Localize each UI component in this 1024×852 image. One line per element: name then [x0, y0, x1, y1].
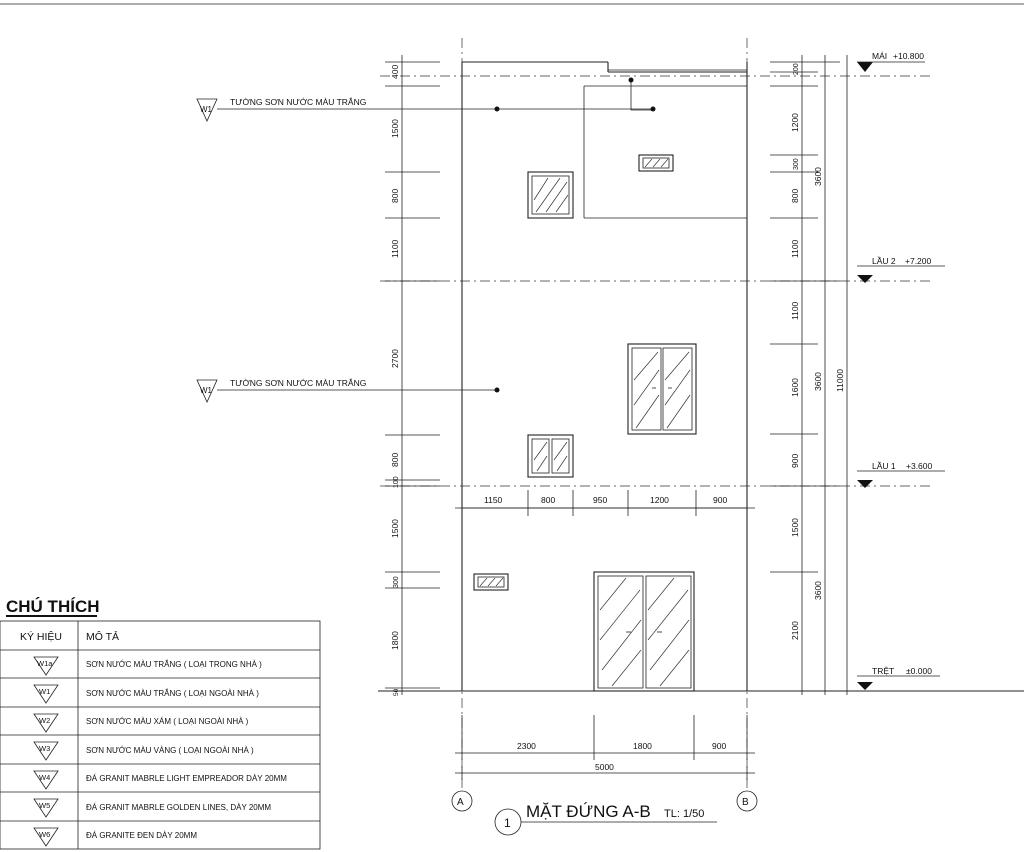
- main-door: [594, 572, 694, 691]
- label-right_dims-1: 1200: [790, 113, 800, 132]
- label-right_dims-8: 1500: [790, 518, 800, 537]
- label-right_dims-2: 300: [793, 158, 800, 170]
- label-right_dims-5: 1100: [790, 301, 800, 320]
- callout-1: [197, 97, 656, 121]
- label-right_dims-7: 900: [790, 453, 800, 468]
- label-axes-1: B: [742, 797, 749, 808]
- label-legend-rows-1-desc: SƠN NƯỚC MÀU TRẮNG ( LOẠI NGOÀI NHÀ ): [86, 689, 259, 698]
- label-levels-2-value: +3.600: [906, 461, 933, 471]
- label-left_dims-4: 2700: [390, 349, 400, 368]
- label-floor_dims-2: 3600: [813, 581, 823, 600]
- label-left_dims-6: 100: [393, 476, 400, 488]
- label-legend-rows-6-code: W6: [39, 830, 51, 839]
- label-window_dims-4: 900: [713, 495, 728, 505]
- label-legend-rows-5-code: W5: [39, 801, 51, 810]
- label-legend-rows-1-code: W1: [39, 687, 51, 696]
- label-legend-rows-2-code: W2: [39, 716, 51, 725]
- label-levels-3-value: ±0.000: [906, 666, 932, 676]
- label-title-number: 1: [504, 816, 511, 830]
- label-levels-1-name: LẦU 2: [872, 256, 896, 266]
- vent-floor1: [474, 574, 508, 590]
- label-left_dims-10: 50: [393, 688, 400, 696]
- label-callouts-0-text: TƯỜNG SƠN NƯỚC MÀU TRẮNG: [230, 97, 367, 107]
- left-dimension-chain: [385, 55, 440, 696]
- label-title-scale: TL: 1/50: [664, 808, 705, 820]
- label-left_dims-0: 400: [390, 64, 400, 79]
- label-right_dims-0: 200: [793, 63, 800, 75]
- label-legend-rows-2-desc: SƠN NƯỚC MÀU XÁM ( LOẠI NGOÀI NHÀ ): [86, 717, 249, 726]
- label-levels-2-name: LẦU 1: [872, 461, 896, 471]
- label-levels-1-value: +7.200: [905, 256, 932, 266]
- label-left_dims-5: 800: [390, 452, 400, 467]
- label-legend-col_desc: MÔ TẢ: [86, 631, 120, 643]
- label-window_dims-2: 950: [593, 495, 608, 505]
- label-bottom_dims-1: 1800: [633, 741, 652, 751]
- label-legend-title: CHÚ THÍCH: [6, 597, 100, 616]
- label-left_dims-1: 1500: [390, 119, 400, 138]
- label-total_height: 11000: [835, 368, 845, 392]
- label-floor_dims-1: 3600: [813, 372, 823, 391]
- label-callouts-0-tag: W1: [200, 105, 212, 114]
- level-marker-ground: [857, 666, 940, 690]
- label-right_dims-4: 1100: [790, 239, 800, 258]
- window-floor2-double: [628, 344, 696, 434]
- label-legend-rows-6-desc: ĐÁ GRANITE ĐEN DÀY 20MM: [86, 831, 197, 840]
- label-right_dims-3: 800: [790, 188, 800, 203]
- label-callouts-1-tag: W1: [200, 386, 212, 395]
- label-legend-rows-4-desc: ĐÁ GRANIT MABRLE LIGHT EMPREADOR DÀY 20MM: [86, 774, 287, 783]
- axis-bubble-b: [737, 791, 757, 811]
- label-left_dims-8: 300: [393, 576, 400, 588]
- label-legend-col_symbol: KÝ HIỆU: [20, 631, 63, 643]
- drawing-title: [495, 802, 717, 835]
- vent-floor3: [639, 155, 673, 171]
- window-dimension-chain: [455, 490, 755, 516]
- right-dimension-chain: [770, 55, 847, 695]
- label-bottom_dims-0: 2300: [517, 741, 536, 751]
- label-legend-rows-3-desc: SƠN NƯỚC MÀU VÀNG ( LOẠI NGOÀI NHÀ ): [86, 746, 254, 755]
- label-left_dims-3: 1100: [390, 239, 400, 258]
- label-title-name: MẶT ĐỨNG A-B: [526, 802, 651, 821]
- callout-2: [197, 378, 500, 402]
- label-legend-rows-5-desc: ĐÁ GRANIT MABRLE GOLDEN LINES, DÀY 20MM: [86, 803, 272, 812]
- label-callouts-1-text: TƯỜNG SƠN NƯỚC MÀU TRẮNG: [230, 378, 367, 388]
- label-left_dims-9: 1800: [390, 631, 400, 650]
- label-left_dims-7: 1500: [390, 519, 400, 538]
- label-legend-rows-0-code: W1a: [37, 659, 53, 668]
- label-levels-3-name: TRỆT: [872, 666, 895, 676]
- label-floor_dims-0: 3600: [813, 167, 823, 186]
- legend: [0, 597, 320, 849]
- label-levels-0-name: MÁI: [872, 51, 888, 61]
- label-total_width: 5000: [595, 762, 614, 772]
- level-marker-floor1: [857, 461, 945, 488]
- label-right_dims-6: 1600: [790, 378, 800, 397]
- level-marker-roof: [857, 51, 925, 72]
- building-facade: [462, 62, 747, 691]
- label-window_dims-1: 800: [541, 495, 556, 505]
- label-bottom_dims-2: 900: [712, 741, 727, 751]
- label-legend-rows-0-desc: SƠN NƯỚC MÀU TRẮNG ( LOẠI TRONG NHÀ ): [86, 660, 262, 669]
- window-floor2-small: [528, 435, 573, 477]
- label-left_dims-2: 800: [390, 188, 400, 203]
- label-legend-rows-4-code: W4: [39, 773, 51, 782]
- label-axes-0: A: [457, 797, 464, 808]
- label-window_dims-0: 1150: [484, 495, 503, 505]
- label-window_dims-3: 1200: [650, 495, 669, 505]
- window-floor3-square: [528, 172, 573, 218]
- label-levels-0-value: +10.800: [893, 51, 924, 61]
- axis-bubble-a: [452, 791, 472, 811]
- label-right_dims-9: 2100: [790, 621, 800, 640]
- label-legend-rows-3-code: W3: [39, 744, 51, 753]
- bottom-dimension-chain: [455, 715, 755, 780]
- level-marker-floor2: [857, 256, 945, 283]
